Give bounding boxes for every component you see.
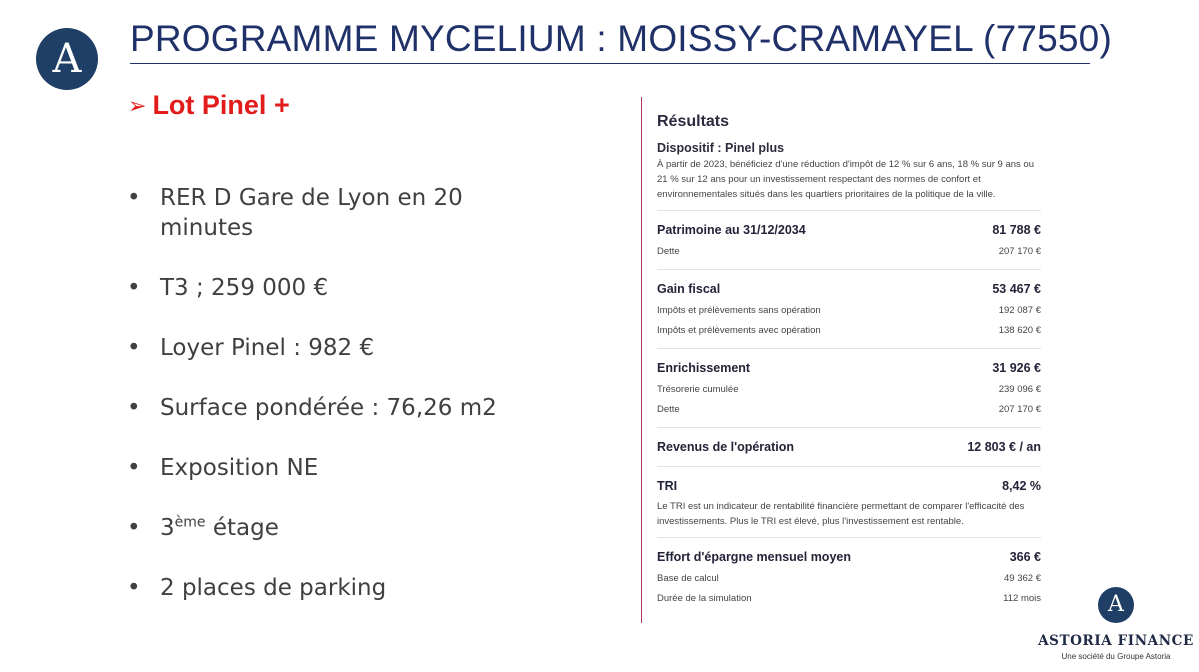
- enrichissement-dette-row: Dette 207 170 €: [657, 403, 1041, 415]
- divider: [657, 427, 1041, 428]
- list-item: • RER D Gare de Lyon en 20 minutes: [127, 185, 463, 241]
- gain-fiscal-row: Gain fiscal 53 467 €: [657, 282, 1041, 296]
- results-panel: [657, 113, 1041, 608]
- dispositif-description: À partir de 2023, bénéficiez d'une réduction d'impôt de 12 % sur 6 ans, 18 % sur 9 ans ou 21 % sur 12 ans pour un investissement respectant des normes de confort et environnementales situés dans les quartiers prioritaires de la politique de la ville.: [657, 159, 1034, 200]
- list-item: • T3 ; 259 000 €: [127, 275, 329, 301]
- bullet-icon: •: [127, 395, 141, 421]
- bullet-icon: •: [127, 185, 141, 211]
- duree-row: Durée de la simulation 112 mois: [657, 592, 1041, 604]
- feature-list: [127, 183, 547, 633]
- title-underline: [130, 63, 1090, 64]
- list-item: • Exposition NE: [127, 455, 319, 481]
- patrimoine-row: Patrimoine au 31/12/2034 81 788 €: [657, 223, 1041, 237]
- results-accent-line: [641, 97, 642, 623]
- brand-block: [1036, 584, 1196, 661]
- bullet-icon: •: [127, 275, 141, 301]
- lot-heading: [128, 90, 290, 121]
- patrimoine-dette-row: Dette 207 170 €: [657, 245, 1041, 257]
- list-item: • 2 places de parking: [127, 575, 387, 601]
- dispositif-label: Dispositif : Pinel plus: [657, 141, 785, 155]
- bullet-icon: •: [127, 515, 141, 541]
- impots-avec-row: Impôts et prélèvements avec opération 138 620 €: [657, 324, 1041, 336]
- logo-letter: A: [52, 36, 82, 82]
- tri-row: TRI 8,42 %: [657, 479, 1041, 493]
- base-calcul-row: Base de calcul 49 362 €: [657, 572, 1041, 584]
- results-heading: Résultats: [657, 113, 730, 130]
- divider: [657, 466, 1041, 467]
- effort-row: Effort d'épargne mensuel moyen 366 €: [657, 550, 1041, 564]
- astoria-logo-top: [36, 28, 98, 90]
- page-title: PROGRAMME MYCELIUM : MOISSY-CRAMAYEL (77550): [130, 18, 1112, 59]
- lot-title: Lot Pinel +: [152, 90, 290, 120]
- brand-name: ASTORIA FINANCE: [1038, 633, 1194, 649]
- list-item: • Surface pondérée : 76,26 m2: [127, 395, 497, 421]
- brand-logo: [1098, 587, 1134, 623]
- bullet-icon: •: [127, 335, 141, 361]
- list-item: • Loyer Pinel : 982 €: [127, 335, 375, 361]
- divider: [657, 537, 1041, 538]
- bullet-icon: •: [127, 575, 141, 601]
- brand-logo-letter: A: [1108, 592, 1124, 617]
- divider: [657, 269, 1041, 270]
- tri-description: Le TRI est un indicateur de rentabilité financière permettant de comparer l'efficacité des investissements. Plus le TRI est élevé, plus l'investissement est rentable.: [657, 501, 1025, 527]
- brand-tagline: Une société du Groupe Astoria: [1061, 652, 1171, 661]
- revenus-row: Revenus de l'opération 12 803 € / an: [657, 440, 1041, 454]
- enrichissement-row: Enrichissement 31 926 €: [657, 361, 1041, 375]
- list-item-floor: • 3ème étage: [127, 514, 279, 541]
- bullet-icon: •: [127, 455, 141, 481]
- arrow-icon: ➢: [128, 92, 147, 118]
- tresorerie-row: Trésorerie cumulée 239 096 €: [657, 383, 1041, 395]
- divider: [657, 348, 1041, 349]
- impots-sans-row: Impôts et prélèvements sans opération 192 087 €: [657, 304, 1041, 316]
- divider: [657, 210, 1041, 211]
